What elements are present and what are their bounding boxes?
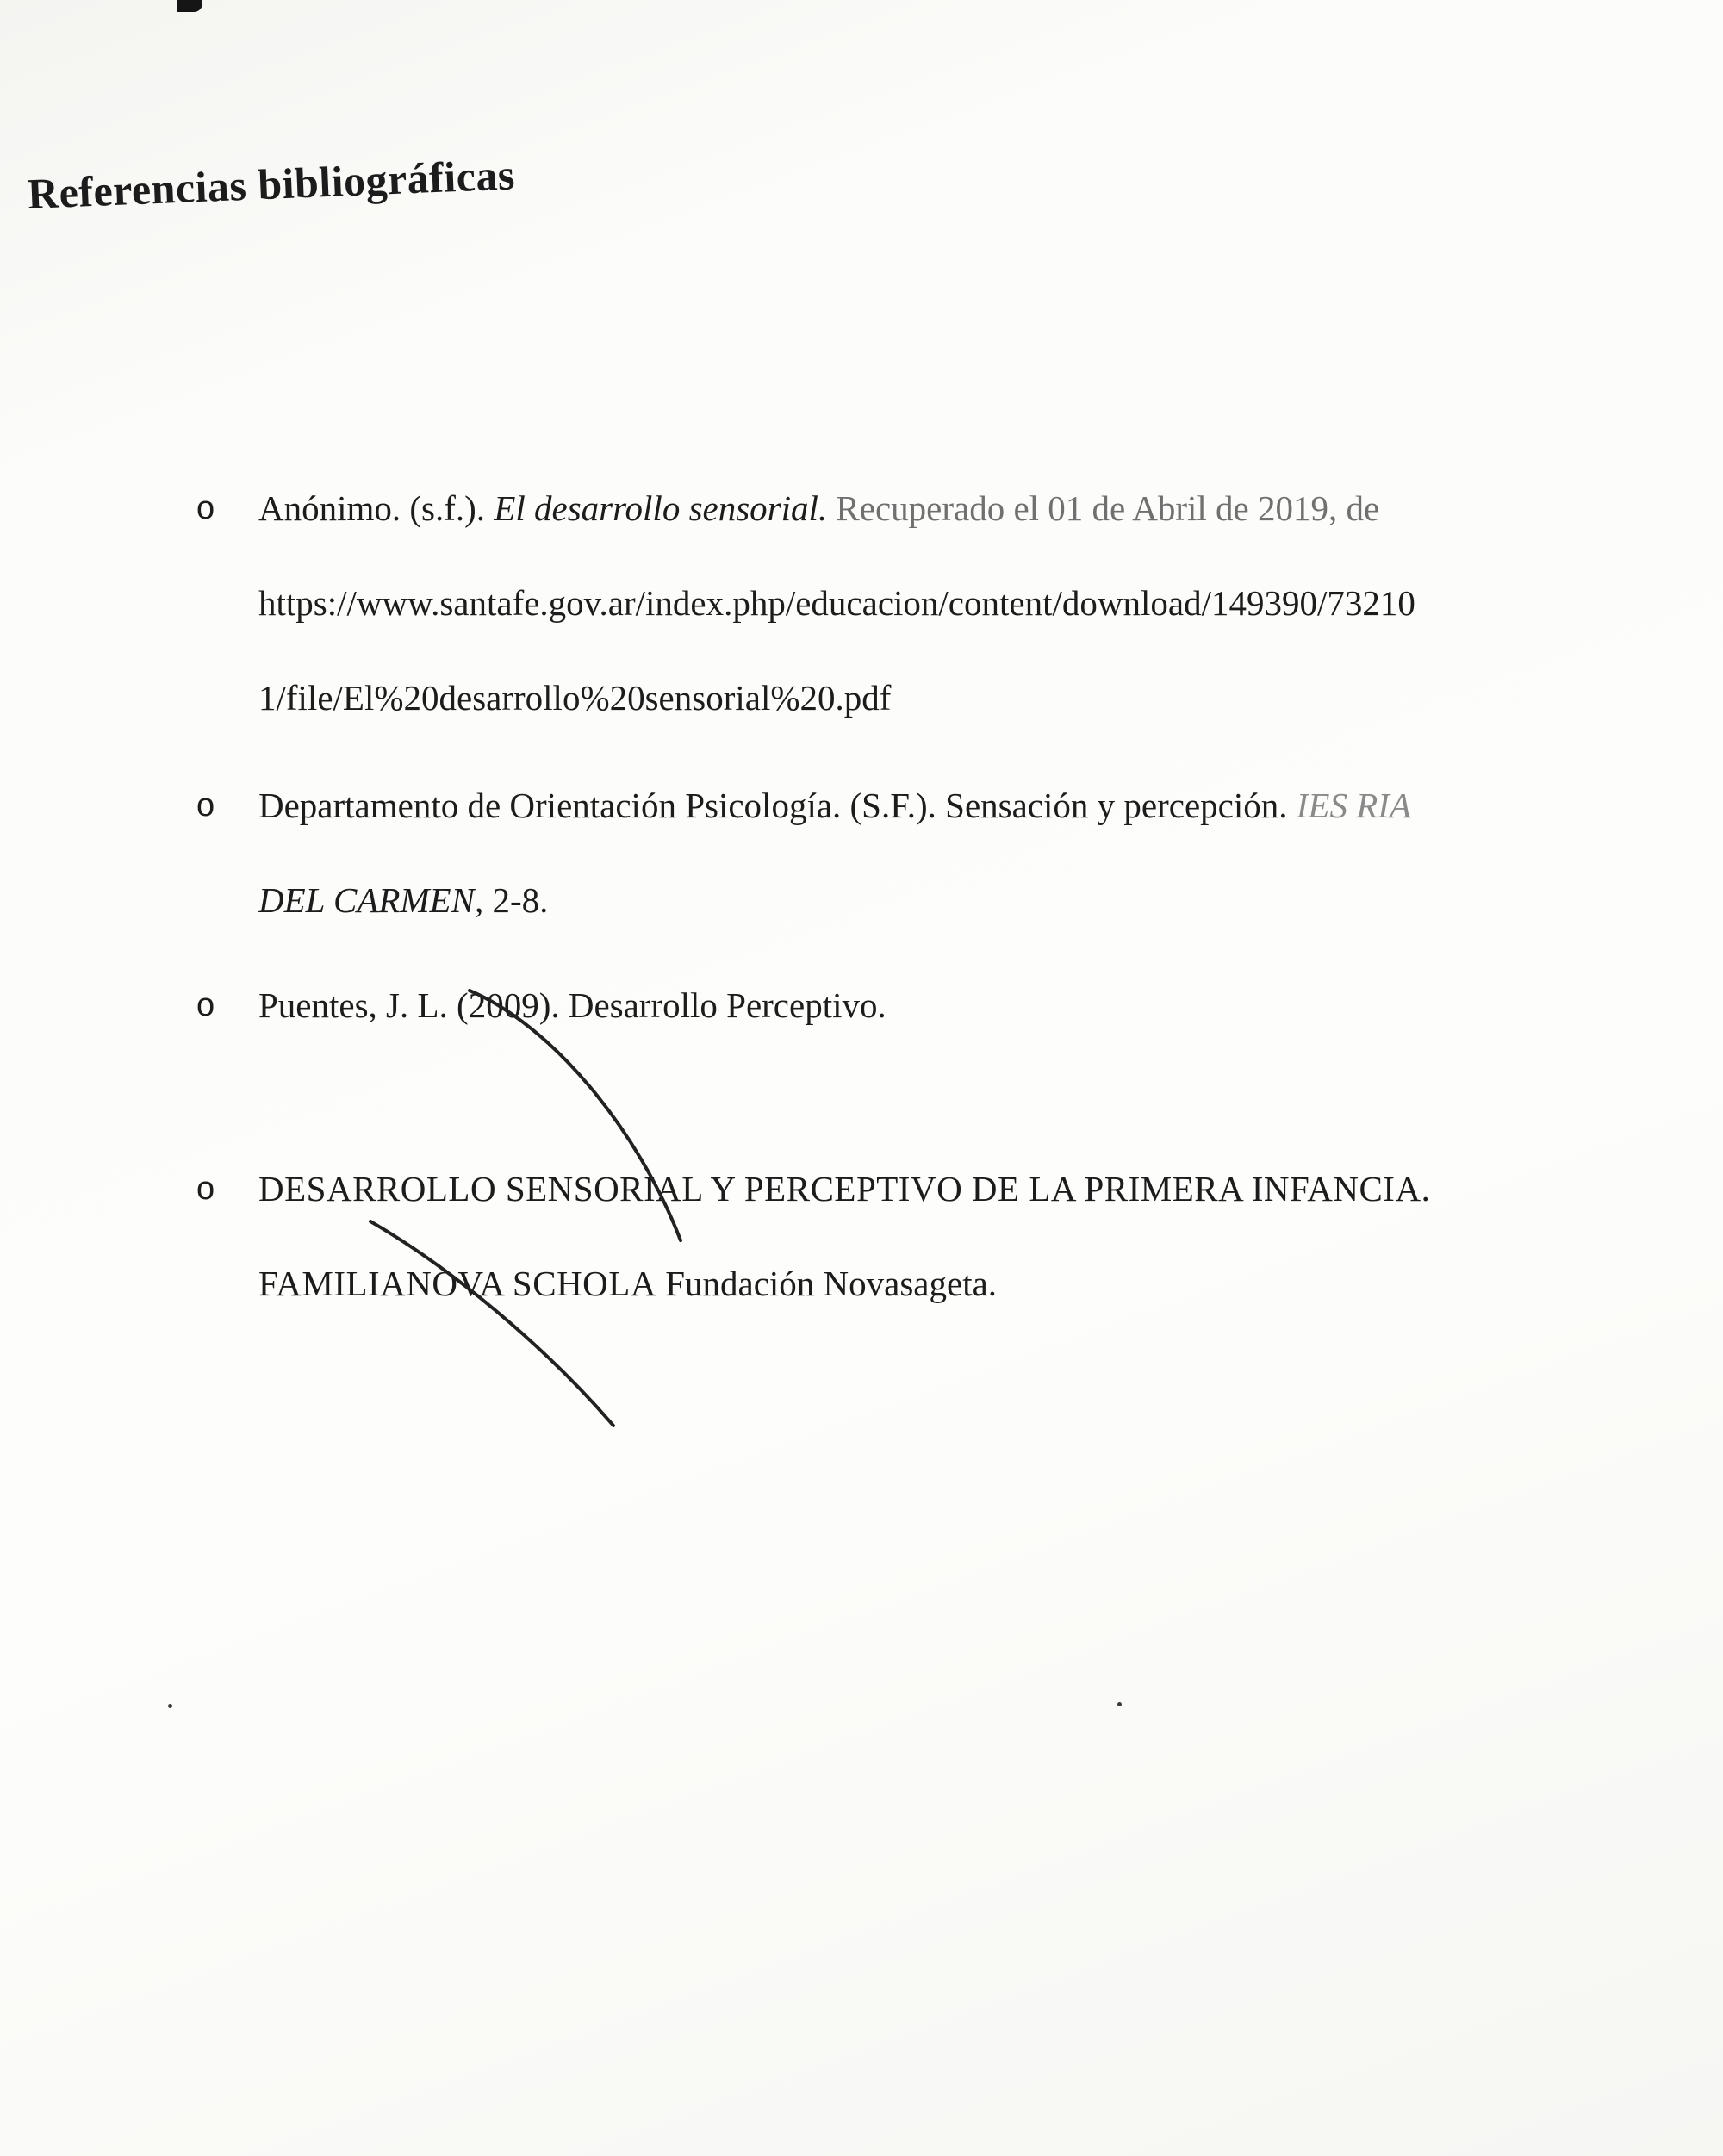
reference-entry-3 xyxy=(196,958,1671,1053)
bullet-icon: o xyxy=(196,1171,215,1207)
reference-entry-1 xyxy=(196,461,1671,745)
reference-pages: , 2-8. xyxy=(474,880,549,920)
page-heading: Referencias bibliográficas xyxy=(26,150,516,218)
reference-line xyxy=(258,461,1671,556)
reference-text: Recuperado el 01 de Abril de 2019, de xyxy=(827,488,1380,528)
reference-text: Anónimo. (s.f.). xyxy=(258,488,495,528)
bullet-icon: o xyxy=(196,987,215,1023)
reference-line xyxy=(258,958,1671,1053)
reference-line xyxy=(258,1236,1671,1331)
reference-text: Puentes, J. L. (2009). Desarrollo Perceptivo. xyxy=(258,985,886,1025)
reference-journal: IES RIA xyxy=(1296,786,1411,825)
reference-text: DESARROLLO SENSORIAL Y PERCEPTIVO DE LA PRIMERA INFANCIA. xyxy=(258,1169,1431,1208)
reference-entry-2 xyxy=(196,758,1671,948)
reference-text: FAMILIANOVA SCHOLA xyxy=(258,1264,656,1303)
reference-url: 1/file/El%20desarrollo%20sensorial%20.pdf xyxy=(258,678,892,718)
reference-text: Departamento de Orientación Psicología. (S.F.). Sensación y percepción. xyxy=(258,786,1297,825)
reference-url-line xyxy=(258,650,1671,745)
reference-journal: DEL CARMEN xyxy=(258,880,475,920)
reference-line xyxy=(258,758,1671,853)
reference-title: El desarrollo sensorial. xyxy=(494,488,828,528)
corner-ink-mark xyxy=(177,0,202,12)
reference-line xyxy=(258,1141,1671,1236)
speck xyxy=(1117,1702,1122,1706)
reference-line xyxy=(258,853,1671,948)
speck xyxy=(168,1704,172,1708)
reference-url: https://www.santafe.gov.ar/index.php/educacion/content/download/149390/73210 xyxy=(258,583,1415,623)
reference-entry-4 xyxy=(196,1141,1671,1331)
bullet-icon: o xyxy=(196,787,215,823)
reference-text: Fundación Novasageta. xyxy=(656,1264,998,1303)
bullet-icon: o xyxy=(196,490,215,526)
reference-url-line xyxy=(258,556,1671,650)
